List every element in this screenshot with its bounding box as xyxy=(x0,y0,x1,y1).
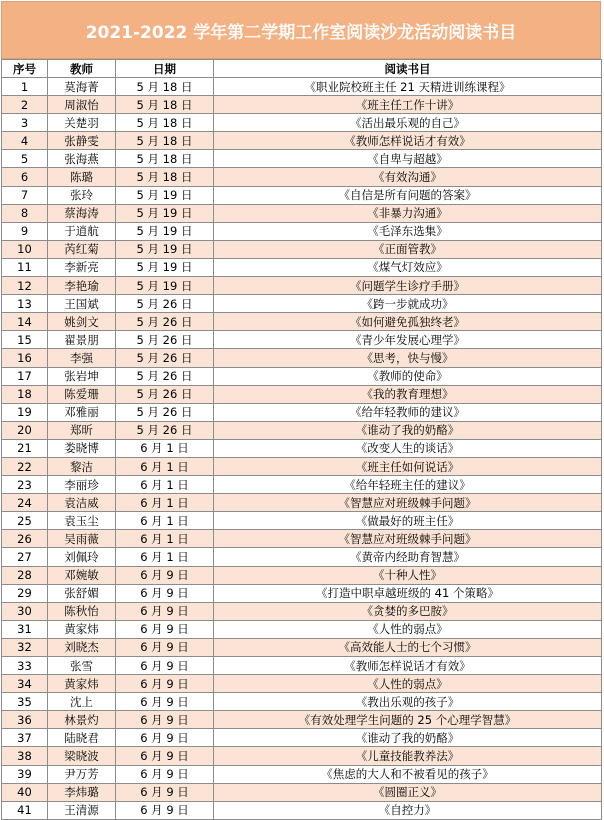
row-book: 《跨一步就成功》 xyxy=(214,295,602,313)
row-date: 6 月 9 日 xyxy=(116,747,214,765)
table-row xyxy=(2,385,602,403)
row-index: 31 xyxy=(2,620,48,638)
row-date: 6 月 9 日 xyxy=(116,693,214,711)
row-teacher: 黄家炜 xyxy=(48,675,116,693)
row-index: 40 xyxy=(2,783,48,801)
row-book: 《非暴力沟通》 xyxy=(214,204,602,222)
row-book: 《思考，快与慢》 xyxy=(214,349,602,367)
row-date: 6 月 1 日 xyxy=(116,548,214,566)
row-book: 《谁动了我的奶酪》 xyxy=(214,729,602,747)
table-row xyxy=(2,512,602,530)
table-row xyxy=(2,168,602,186)
table-row xyxy=(2,693,602,711)
row-date: 5 月 26 日 xyxy=(116,349,214,367)
row-index: 2 xyxy=(2,96,48,114)
row-date: 6 月 9 日 xyxy=(116,801,214,819)
row-index: 19 xyxy=(2,403,48,421)
row-teacher: 林景灼 xyxy=(48,711,116,729)
table-row xyxy=(2,711,602,729)
row-index: 7 xyxy=(2,186,48,204)
row-book: 《自卑与超越》 xyxy=(214,150,602,168)
row-index: 38 xyxy=(2,747,48,765)
row-book: 《我的教育理想》 xyxy=(214,385,602,403)
row-book: 《改变人生的谈话》 xyxy=(214,439,602,457)
table-row xyxy=(2,602,602,620)
table-row xyxy=(2,657,602,675)
row-teacher: 张静雯 xyxy=(48,132,116,150)
row-index: 14 xyxy=(2,313,48,331)
row-book: 《青少年发展心理学》 xyxy=(214,331,602,349)
row-teacher: 刘晓杰 xyxy=(48,638,116,656)
table-row xyxy=(2,295,602,313)
table-row xyxy=(2,439,602,457)
row-date: 6 月 9 日 xyxy=(116,566,214,584)
row-index: 10 xyxy=(2,240,48,258)
row-teacher: 刘佩玲 xyxy=(48,548,116,566)
row-date: 5 月 18 日 xyxy=(116,96,214,114)
row-teacher: 张雪 xyxy=(48,657,116,675)
row-date: 5 月 26 日 xyxy=(116,385,214,403)
row-date: 6 月 9 日 xyxy=(116,711,214,729)
row-date: 5 月 19 日 xyxy=(116,186,214,204)
row-book: 《给年轻班主任的建议》 xyxy=(214,476,602,494)
row-date: 6 月 9 日 xyxy=(116,783,214,801)
row-book: 《儿童技能教养法》 xyxy=(214,747,602,765)
row-teacher: 陈秋怡 xyxy=(48,602,116,620)
row-book: 《问题学生诊疗手册》 xyxy=(214,277,602,295)
table-row xyxy=(2,494,602,512)
row-index: 23 xyxy=(2,476,48,494)
row-index: 12 xyxy=(2,277,48,295)
table-row xyxy=(2,620,602,638)
table-row xyxy=(2,747,602,765)
row-teacher: 李炜璐 xyxy=(48,783,116,801)
row-teacher: 邓雅丽 xyxy=(48,403,116,421)
table-row xyxy=(2,457,602,475)
row-date: 5 月 18 日 xyxy=(116,150,214,168)
header-book: 阅读书目 xyxy=(214,60,602,78)
row-index: 32 xyxy=(2,638,48,656)
row-date: 6 月 9 日 xyxy=(116,584,214,602)
table-row xyxy=(2,331,602,349)
row-book: 《智慧应对班级棘手问题》 xyxy=(214,530,602,548)
row-index: 37 xyxy=(2,729,48,747)
row-date: 6 月 9 日 xyxy=(116,675,214,693)
header-date: 日期 xyxy=(116,60,214,78)
row-index: 11 xyxy=(2,258,48,276)
row-date: 6 月 9 日 xyxy=(116,765,214,783)
row-book: 《教师怎样说话才有效》 xyxy=(214,657,602,675)
row-book: 《打造中职卓越班级的 41 个策略》 xyxy=(214,584,602,602)
table-row xyxy=(2,421,602,439)
row-book: 《人性的弱点》 xyxy=(214,620,602,638)
table-row xyxy=(2,530,602,548)
row-date: 5 月 26 日 xyxy=(116,295,214,313)
row-book: 《如何避免孤独终老》 xyxy=(214,313,602,331)
header-row xyxy=(2,60,602,78)
row-book: 《活出最乐观的自己》 xyxy=(214,114,602,132)
row-teacher: 王清源 xyxy=(48,801,116,819)
table-row xyxy=(2,204,602,222)
header-index: 序号 xyxy=(2,60,48,78)
row-date: 6 月 9 日 xyxy=(116,620,214,638)
row-date: 6 月 9 日 xyxy=(116,729,214,747)
table-row xyxy=(2,132,602,150)
table-row xyxy=(2,367,602,385)
row-book: 《有效沟通》 xyxy=(214,168,602,186)
table-row xyxy=(2,78,602,96)
row-date: 5 月 19 日 xyxy=(116,222,214,240)
row-date: 6 月 1 日 xyxy=(116,476,214,494)
row-index: 4 xyxy=(2,132,48,150)
header-teacher: 教师 xyxy=(48,60,116,78)
row-teacher: 张海燕 xyxy=(48,150,116,168)
row-date: 6 月 9 日 xyxy=(116,638,214,656)
row-index: 6 xyxy=(2,168,48,186)
row-teacher: 吴雨薇 xyxy=(48,530,116,548)
table-row xyxy=(2,801,602,819)
row-date: 6 月 1 日 xyxy=(116,457,214,475)
row-book: 《自信是所有问题的答案》 xyxy=(214,186,602,204)
table-row xyxy=(2,584,602,602)
row-book: 《教师怎样说话才有效》 xyxy=(214,132,602,150)
row-index: 36 xyxy=(2,711,48,729)
row-book: 《圆圈正义》 xyxy=(214,783,602,801)
row-date: 5 月 19 日 xyxy=(116,277,214,295)
table-row xyxy=(2,240,602,258)
row-date: 5 月 18 日 xyxy=(116,168,214,186)
row-teacher: 姚剑文 xyxy=(48,313,116,331)
row-teacher: 陈爱珊 xyxy=(48,385,116,403)
table-row xyxy=(2,349,602,367)
row-index: 34 xyxy=(2,675,48,693)
row-date: 5 月 26 日 xyxy=(116,331,214,349)
row-date: 6 月 9 日 xyxy=(116,602,214,620)
row-date: 6 月 1 日 xyxy=(116,494,214,512)
row-teacher: 黄家炜 xyxy=(48,620,116,638)
row-date: 6 月 1 日 xyxy=(116,512,214,530)
row-teacher: 周淑怡 xyxy=(48,96,116,114)
table-row xyxy=(2,258,602,276)
table-row xyxy=(2,566,602,584)
row-teacher: 李艳瑜 xyxy=(48,277,116,295)
row-book: 《煤气灯效应》 xyxy=(214,258,602,276)
row-book: 《毛泽东选集》 xyxy=(214,222,602,240)
table-row xyxy=(2,765,602,783)
row-book: 《十种人性》 xyxy=(214,566,602,584)
row-teacher: 沈上 xyxy=(48,693,116,711)
row-teacher: 张舒媚 xyxy=(48,584,116,602)
table-row xyxy=(2,277,602,295)
row-index: 9 xyxy=(2,222,48,240)
row-teacher: 郑昕 xyxy=(48,421,116,439)
row-book: 《谁动了我的奶酪》 xyxy=(214,421,602,439)
row-index: 5 xyxy=(2,150,48,168)
row-index: 41 xyxy=(2,801,48,819)
row-date: 5 月 26 日 xyxy=(116,367,214,385)
row-index: 29 xyxy=(2,584,48,602)
table-row xyxy=(2,548,602,566)
row-index: 1 xyxy=(2,78,48,96)
row-teacher: 梁晓波 xyxy=(48,747,116,765)
row-book: 《焦虑的大人和不被看见的孩子》 xyxy=(214,765,602,783)
row-date: 5 月 19 日 xyxy=(116,204,214,222)
row-index: 8 xyxy=(2,204,48,222)
row-index: 39 xyxy=(2,765,48,783)
table-row xyxy=(2,476,602,494)
row-teacher: 李强 xyxy=(48,349,116,367)
row-teacher: 李丽珍 xyxy=(48,476,116,494)
row-teacher: 李新亮 xyxy=(48,258,116,276)
row-book: 《智慧应对班级棘手问题》 xyxy=(214,494,602,512)
row-teacher: 尹万芳 xyxy=(48,765,116,783)
row-book: 《教师的使命》 xyxy=(214,367,602,385)
table-row xyxy=(2,313,602,331)
row-book: 《给年轻教师的建议》 xyxy=(214,403,602,421)
table-row xyxy=(2,783,602,801)
row-date: 5 月 18 日 xyxy=(116,132,214,150)
row-book: 《做最好的班主任》 xyxy=(214,512,602,530)
row-date: 5 月 18 日 xyxy=(116,78,214,96)
row-date: 5 月 26 日 xyxy=(116,421,214,439)
row-date: 5 月 18 日 xyxy=(116,114,214,132)
row-teacher: 蔡海涛 xyxy=(48,204,116,222)
row-book: 《职业院校班主任 21 天精进训练课程》 xyxy=(214,78,602,96)
row-index: 35 xyxy=(2,693,48,711)
row-index: 18 xyxy=(2,385,48,403)
row-index: 21 xyxy=(2,439,48,457)
row-book: 《贪婪的多巴胺》 xyxy=(214,602,602,620)
row-book: 《教出乐观的孩子》 xyxy=(214,693,602,711)
row-index: 27 xyxy=(2,548,48,566)
row-index: 26 xyxy=(2,530,48,548)
row-index: 15 xyxy=(2,331,48,349)
table-header xyxy=(2,60,602,78)
table-row xyxy=(2,675,602,693)
row-book: 《班主任如何说话》 xyxy=(214,457,602,475)
row-index: 33 xyxy=(2,657,48,675)
row-index: 22 xyxy=(2,457,48,475)
table-row xyxy=(2,186,602,204)
row-index: 16 xyxy=(2,349,48,367)
row-book: 《班主任工作十讲》 xyxy=(214,96,602,114)
table-body xyxy=(2,78,602,820)
row-teacher: 黎洁 xyxy=(48,457,116,475)
row-index: 13 xyxy=(2,295,48,313)
row-teacher: 莫海菁 xyxy=(48,78,116,96)
table-row xyxy=(2,150,602,168)
row-date: 6 月 9 日 xyxy=(116,657,214,675)
row-teacher: 陆晓君 xyxy=(48,729,116,747)
table-row xyxy=(2,114,602,132)
row-date: 6 月 1 日 xyxy=(116,439,214,457)
row-teacher: 娄晓博 xyxy=(48,439,116,457)
row-index: 30 xyxy=(2,602,48,620)
row-date: 6 月 1 日 xyxy=(116,530,214,548)
row-book: 《正面管教》 xyxy=(214,240,602,258)
row-index: 17 xyxy=(2,367,48,385)
row-book: 《人性的弱点》 xyxy=(214,675,602,693)
table-row xyxy=(2,729,602,747)
row-book: 《有效处理学生问题的 25 个心理学智慧》 xyxy=(214,711,602,729)
table-row xyxy=(2,96,602,114)
row-teacher: 陈璐 xyxy=(48,168,116,186)
row-date: 5 月 26 日 xyxy=(116,313,214,331)
row-book: 《黄帝内经助育智慧》 xyxy=(214,548,602,566)
row-teacher: 关楚羽 xyxy=(48,114,116,132)
row-teacher: 袁玉尘 xyxy=(48,512,116,530)
row-book: 《自控力》 xyxy=(214,801,602,819)
row-teacher: 袁洁威 xyxy=(48,494,116,512)
row-teacher: 邓婉敏 xyxy=(48,566,116,584)
row-teacher: 王国斌 xyxy=(48,295,116,313)
row-index: 20 xyxy=(2,421,48,439)
row-date: 5 月 19 日 xyxy=(116,258,214,276)
row-date: 5 月 19 日 xyxy=(116,240,214,258)
row-teacher: 翟景朋 xyxy=(48,331,116,349)
row-teacher: 张玲 xyxy=(48,186,116,204)
table-row xyxy=(2,638,602,656)
row-teacher: 张岩坤 xyxy=(48,367,116,385)
table-row xyxy=(2,222,602,240)
row-index: 3 xyxy=(2,114,48,132)
row-teacher: 芮红菊 xyxy=(48,240,116,258)
table-row xyxy=(2,403,602,421)
reading-list-sheet xyxy=(1,1,601,820)
row-teacher: 于逍航 xyxy=(48,222,116,240)
row-index: 25 xyxy=(2,512,48,530)
row-index: 28 xyxy=(2,566,48,584)
row-index: 24 xyxy=(2,494,48,512)
row-book: 《高效能人士的七个习惯》 xyxy=(214,638,602,656)
reading-list-table xyxy=(1,59,602,820)
row-date: 5 月 26 日 xyxy=(116,403,214,421)
sheet-title: 2021-2022 学年第二学期工作室阅读沙龙活动阅读书目 xyxy=(1,1,601,59)
